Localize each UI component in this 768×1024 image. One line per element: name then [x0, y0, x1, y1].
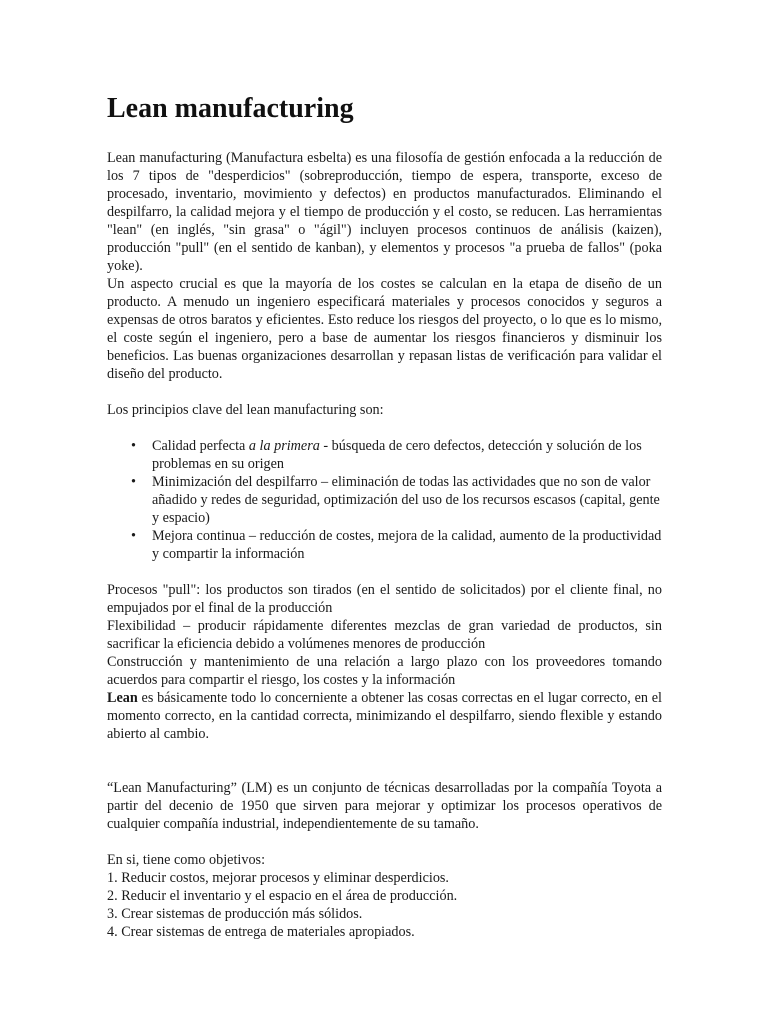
objective-item: 1. Reducir costos, mejorar procesos y eliminar desperdicios.: [107, 870, 449, 886]
principle-1-suffix: - búsqueda de cero defectos, detección y solución de los problemas en su origen: [152, 438, 642, 472]
spacer: [107, 743, 662, 779]
lean-definition-text: es básicamente todo lo concerniente a obtener las cosas correctas en el lugar correcto, en el momento correcto, en la cantidad correcta, minimizando el despilfarro, siendo flexible y estando abierto al cambio.: [107, 690, 662, 742]
suppliers-paragraph: Construcción y mantenimiento de una relación a largo plazo con los proveedores tomando acuerdos para compartir el riesgo, los costes y la información: [107, 654, 662, 688]
design-paragraph: Un aspecto crucial es que la mayoría de los costes se calculan en la etapa de diseño de un producto. A menudo un ingeniero especificará materiales y procesos conocidos y seguros a expensas de otros baratos y eficientes. Esto reduce los riesgos del proyecto, o lo que es lo mismo, el coste según el ingeniero, pero a base de aumentar los riesgos financieros y disminuir los beneficios. Las buenas organizaciones desarrollan y repasan listas de verificación para validar el diseño del producto.: [107, 276, 662, 382]
list-item: • Minimización del despilfarro – eliminación de todas las actividades que no son de valor añadido y redes de seguridad, optimización del uso de los recursos escasos (capital, gente y espacio): [152, 473, 662, 527]
document-page: [107, 92, 662, 941]
intro-paragraph: Lean manufacturing (Manufactura esbelta) es una filosofía de gestión enfocada a la reducción de los 7 tipos de "desperdicios" (sobreproducción, tiempo de espera, transporte, exceso de procesado, inventario, movimiento y defectos) en productos manufacturados. Eliminando el despilfarro, la calidad mejora y el tiempo de producción y el costo, se reducen. Las herramientas "lean" (en inglés, "sin grasa" o "ágil") incluyen procesos continuos de análisis (kaizen), producción "pull" (en el sentido de kanban), y elementos y procesos "a prueba de fallos" (poka yoke).: [107, 150, 662, 274]
list-item: [152, 437, 662, 473]
principle-1-italic: a la primera: [248, 438, 320, 454]
list-item: • Mejora continua – reducción de costes, mejora de la calidad, aumento de la productividad y compartir la información: [152, 527, 662, 563]
objective-item: 2. Reducir el inventario y el espacio en el área de producción.: [107, 888, 458, 904]
lean-definition-paragraph: [107, 689, 662, 743]
objective-item: 3. Crear sistemas de producción más sólidos.: [107, 906, 363, 922]
principles-intro: Los principios clave del lean manufacturing son:: [107, 402, 384, 418]
spacer: [107, 833, 662, 851]
objectives-intro: En si, tiene como objetivos:: [107, 852, 266, 868]
spacer: [107, 383, 662, 401]
pull-paragraph: Procesos "pull": los productos son tirados (en el sentido de solicitados) por el cliente final, no empujados por el final de la producción: [107, 582, 662, 616]
objective-item: 4. Crear sistemas de entrega de materiales apropiados.: [107, 924, 415, 940]
principles-list: [107, 437, 662, 563]
lean-bold-term: Lean: [107, 690, 138, 706]
principle-1-prefix: Calidad perfecta: [152, 438, 249, 454]
flexibility-paragraph: Flexibilidad – producir rápidamente diferentes mezclas de gran variedad de productos, sin sacrificar la eficiencia debido a volúmenes menores de producción: [107, 618, 662, 652]
page-title: Lean manufacturing: [107, 93, 354, 124]
toyota-paragraph: “Lean Manufacturing” (LM) es un conjunto de técnicas desarrolladas por la compañía Toyota a partir del decenio de 1950 que sirven para mejorar y optimizar los procesos operativos de cualquier compañía industrial, independientemente de su tamaño.: [107, 780, 662, 832]
